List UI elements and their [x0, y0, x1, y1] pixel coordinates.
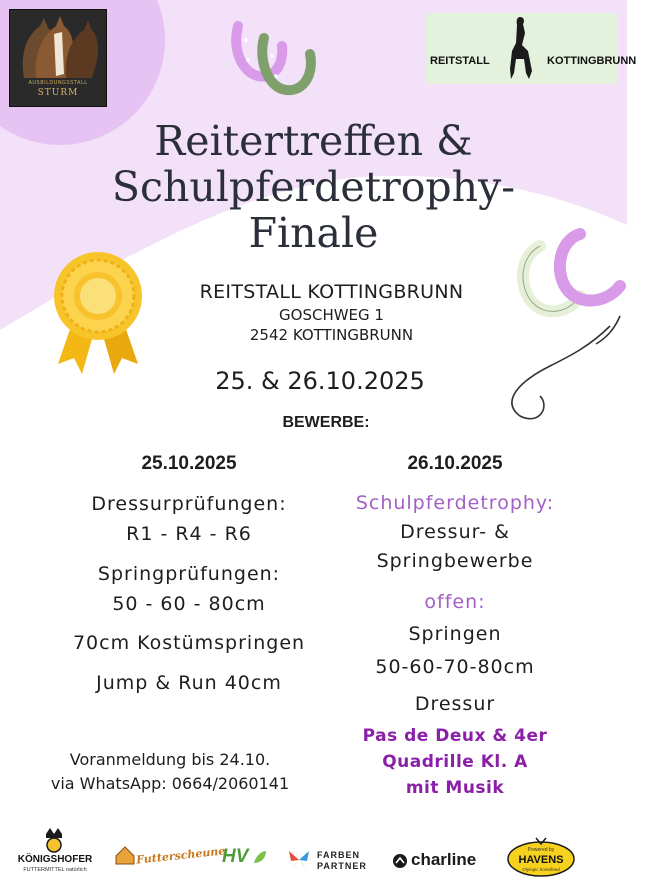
day1-item-1-line1: Dressurprüfungen: [91, 493, 287, 515]
sponsor-farbenpartner [287, 848, 377, 874]
day1-item-3: 70cm Kostümspringen [72, 632, 306, 654]
day2-trophy-line2: Springbewerbe [376, 550, 534, 572]
day2-open-line2: 50-60-70-80cm [375, 656, 535, 678]
day2-open-line3: Dressur [414, 693, 496, 715]
day2-special-line2: Quadrille Kl. A [382, 752, 528, 772]
sponsor-havens-top: Powered by [527, 847, 555, 853]
day1-item-2-line1: Springprüfungen: [97, 563, 281, 585]
sponsor-charline [392, 850, 488, 874]
charline-mark-icon [392, 853, 408, 869]
day1-date: 25.10.2025 [141, 453, 237, 474]
barn-icon [114, 844, 136, 866]
section-heading: BEWERBE: [282, 414, 370, 431]
sponsor-havens-bottom: Olympic horsefeed [522, 867, 560, 872]
event-dates: 25. & 26.10.2025 [215, 367, 425, 395]
title-line-3: Finale [248, 209, 379, 257]
sturm-logo-subtitle: AUSBILDUNGSSTALL [28, 80, 88, 86]
day2-open-line1: Springen [408, 623, 502, 645]
sponsor-hv [222, 846, 272, 870]
sponsor-koenigshofer-tagline: FUTTERMITTEL natürlich [23, 867, 87, 873]
reitstall-kottingbrunn-logo [426, 13, 637, 84]
day1-item-1-line2: R1 - R4 - R6 [126, 523, 252, 545]
dressage-rider-icon [502, 15, 542, 81]
day1-item-4: Jump & Run 40cm [96, 672, 282, 694]
kottingbrunn-logo-left: REITSTALL [430, 55, 490, 67]
sponsor-farbenpartner-line1: FARBEN [317, 850, 361, 860]
title-line-1: Reitertreffen & [154, 117, 473, 165]
venue-street: GOSCHWEG 1 [279, 306, 384, 324]
contact-line-1: Voranmeldung bis 24.10. [69, 750, 271, 769]
venue-city: 2542 KOTTINGBRUNN [249, 326, 414, 344]
day2-special-line1: Pas de Deux & 4er [362, 726, 548, 746]
sturm-logo [9, 9, 107, 107]
horseshoes-top-icon [228, 10, 320, 100]
sponsor-farbenpartner-line2: PARTNER [317, 861, 367, 871]
sponsor-futterscheune-name: Futterscheune [135, 844, 226, 867]
sponsor-koenigshofer-name: KÖNIGSHOFER [17, 854, 93, 865]
sponsor-futterscheune [114, 840, 226, 872]
day2-special-line3: mit Musik [405, 778, 505, 798]
sponsor-charline-name: charline [411, 850, 477, 869]
sponsor-hv-name: HV [222, 846, 249, 867]
day2-date: 26.10.2025 [407, 453, 503, 474]
venue-name: REITSTALL KOTTINGBRUNN [199, 281, 464, 303]
crown-icon [42, 826, 66, 852]
contact-line-2: via WhatsApp: 0664/2060141 [50, 774, 290, 793]
butterfly-icon [287, 849, 311, 871]
sponsor-havens-name: HAVENS [518, 854, 564, 866]
title-line-2: Schulpferdetrophy- [111, 163, 516, 211]
horse-heads-icon [10, 14, 106, 84]
sturm-logo-name: STURM [37, 88, 79, 98]
day2-open-label: offen: [424, 591, 486, 613]
leaf-icon [252, 849, 268, 865]
sponsor-havens [506, 836, 576, 878]
day1-item-2-line2: 50 - 60 - 80cm [112, 593, 266, 615]
day2-trophy-line1: Dressur- & [400, 521, 510, 543]
kottingbrunn-logo-right: KOTTINGBRUNN [547, 55, 637, 67]
day2-trophy-label: Schulpferdetrophy: [355, 492, 555, 514]
sponsor-koenigshofer [12, 826, 98, 878]
